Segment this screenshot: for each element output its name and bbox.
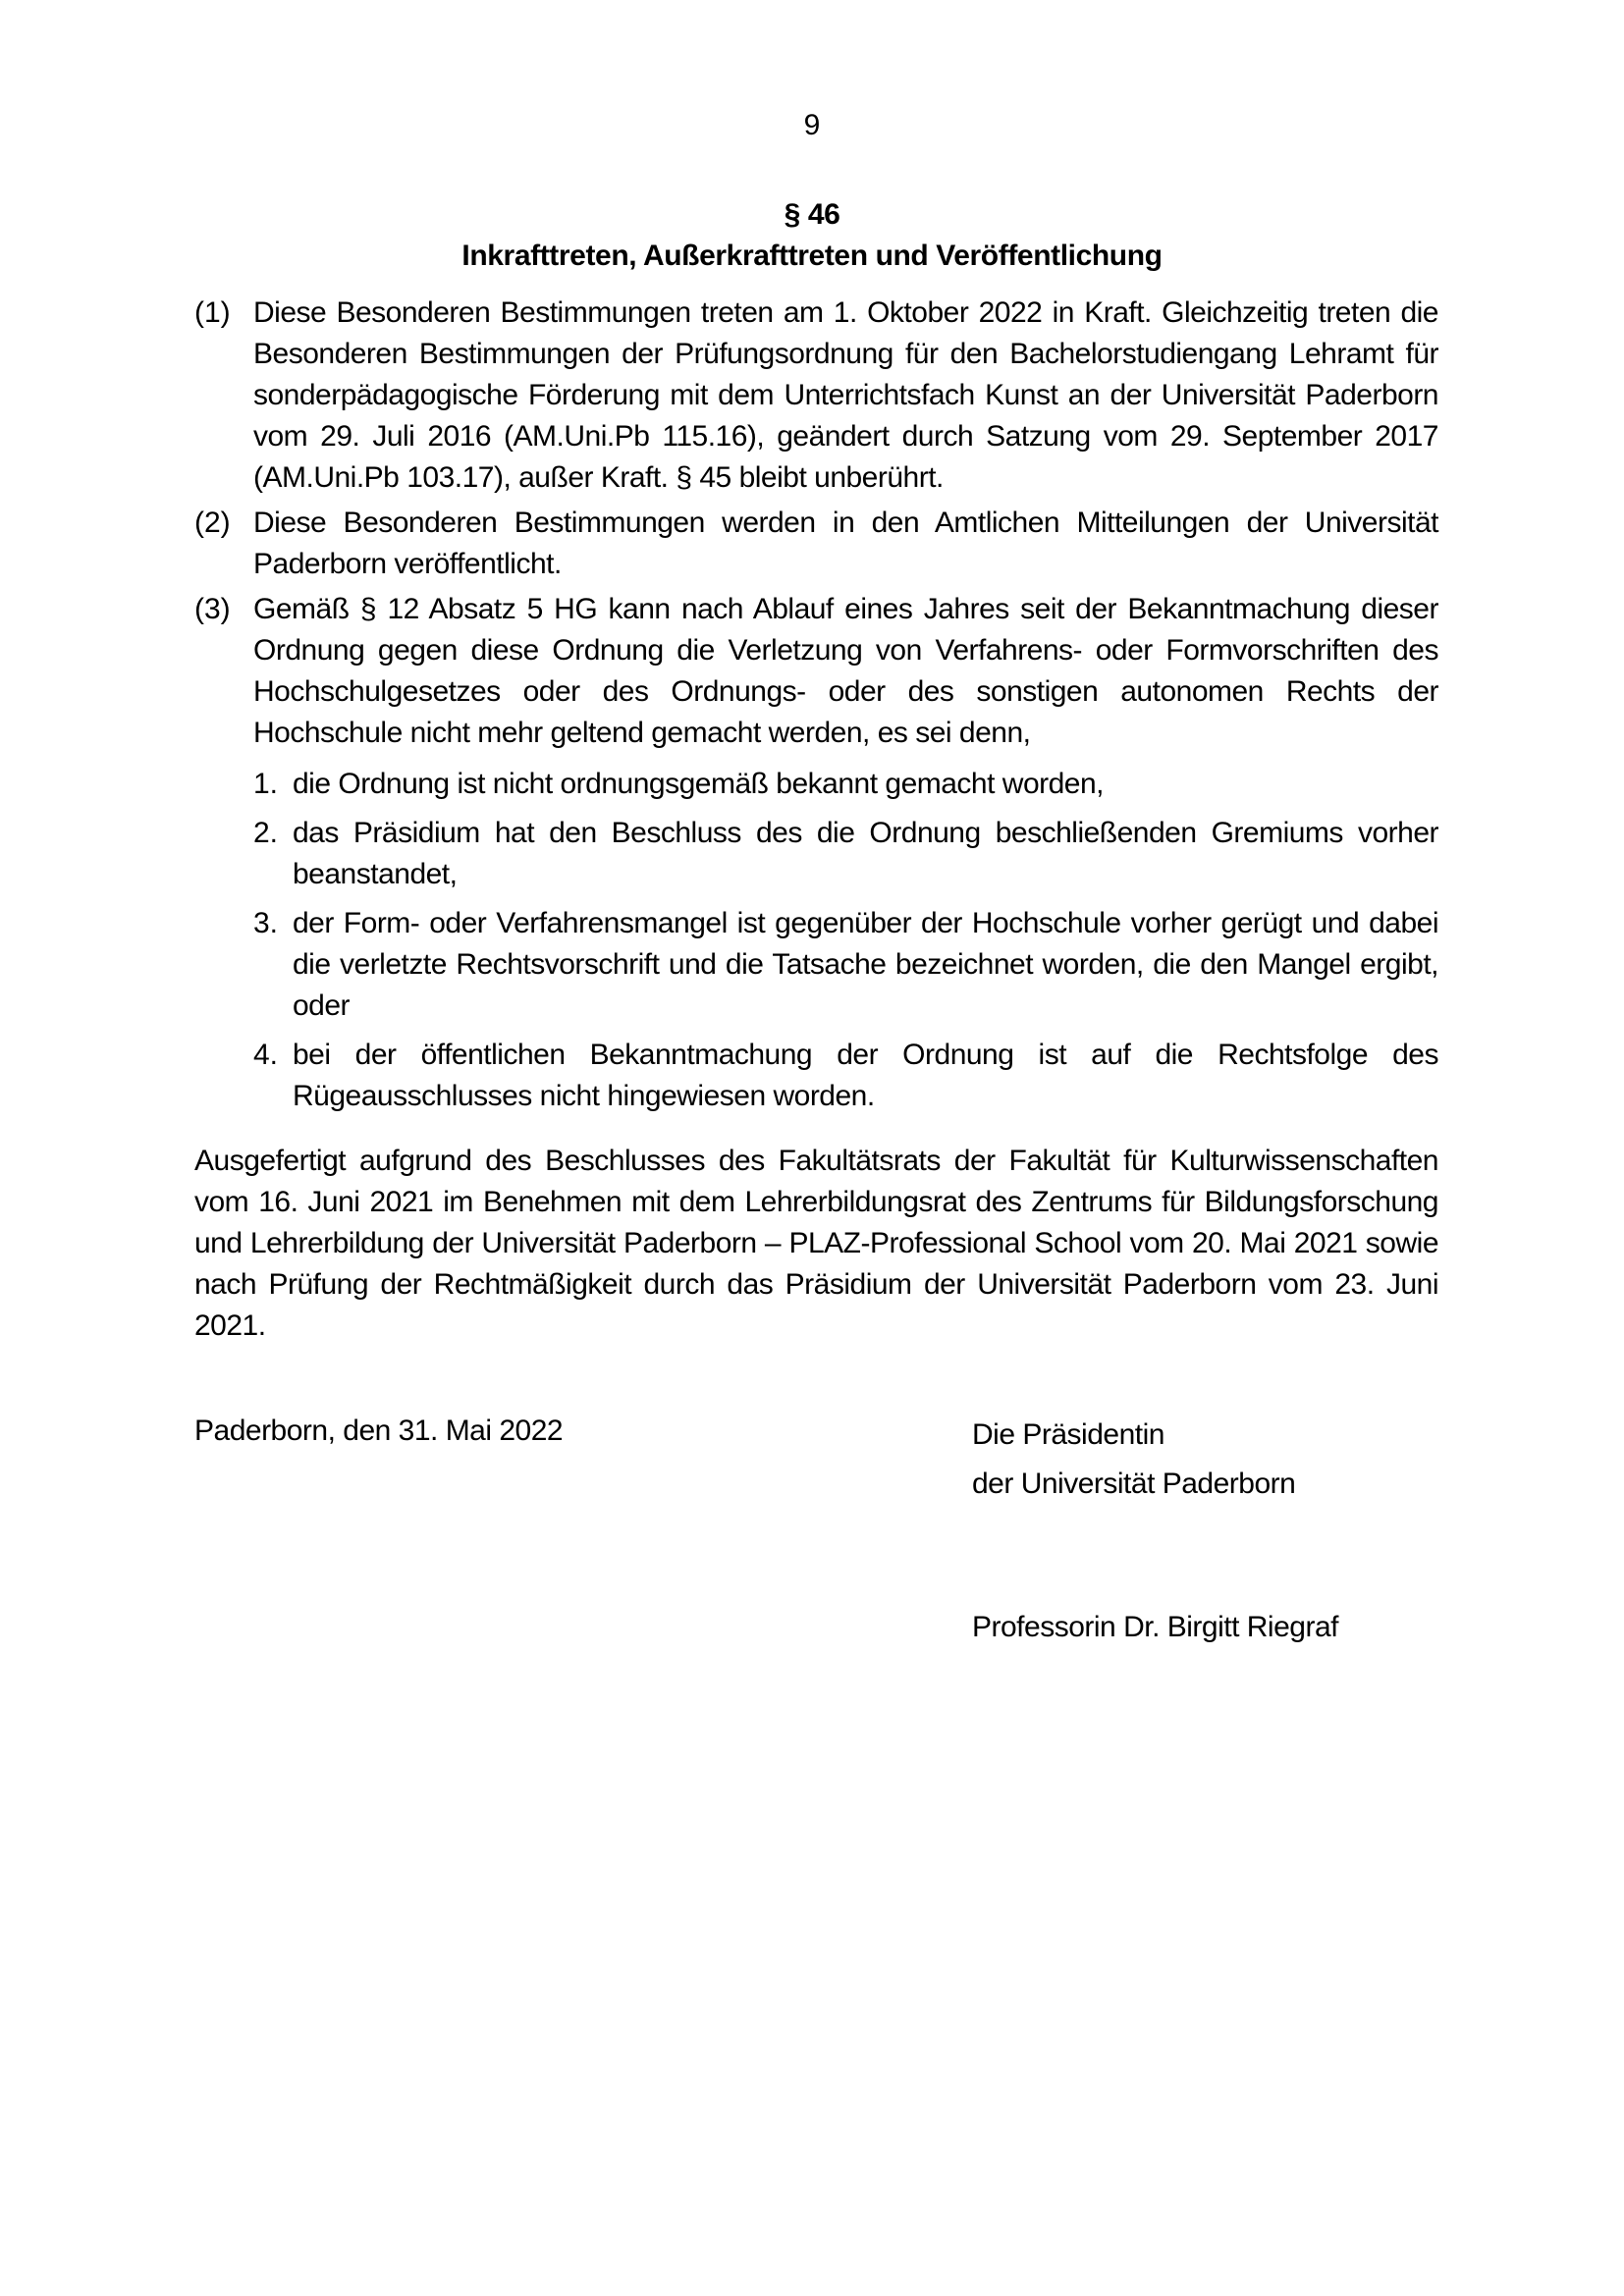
section-number: § 46	[784, 198, 840, 231]
list-item	[253, 903, 1438, 1027]
list-item-number: 2.	[253, 817, 279, 849]
list-item	[253, 764, 1438, 805]
paragraph-3-items	[194, 764, 1438, 1117]
paragraph-text: Diese Besonderen Bestimmungen werden in den Amtlichen Mitteilungen der Universität Paderborn veröffentlicht.	[253, 507, 1438, 580]
list-item-number: 3.	[253, 907, 279, 939]
section-title: Inkrafttreten, Außerkrafttreten und Veröffentlichung	[461, 240, 1163, 272]
list-item-text: die Ordnung ist nicht ordnungsgemäß bekannt gemacht worden,	[293, 768, 1105, 800]
page-number: 9	[803, 109, 821, 141]
signer-role	[972, 1411, 1295, 1509]
paragraph-2	[194, 503, 1438, 585]
list-item-text: der Form- oder Verfahrensmangel ist gegenüber der Hochschule vorher gerügt und dabei die verletzte Rechtsvorschrift und die Tatsache bezeichnet worden, die den Mangel ergibt, oder	[293, 907, 1438, 1022]
place-date: Paderborn, den 31. Mai 2022	[194, 1415, 564, 1447]
list-item-number: 4.	[253, 1039, 279, 1071]
section-content	[194, 293, 1438, 1125]
section-heading	[0, 194, 1624, 277]
paragraph-number: (1)	[194, 296, 231, 329]
paragraph-3	[194, 589, 1438, 754]
list-item-text: das Präsidium hat den Beschluss des die Ordnung beschließenden Gremiums vorher beanstandet,	[293, 817, 1438, 890]
paragraph-number: (2)	[194, 507, 231, 539]
paragraph-number: (3)	[194, 593, 231, 625]
list-item	[253, 813, 1438, 895]
signer-role-line-2: der Universität Paderborn	[972, 1468, 1296, 1500]
list-item-number: 1.	[253, 768, 279, 800]
list-item	[253, 1035, 1438, 1117]
signer-name: Professorin Dr. Birgitt Riegraf	[972, 1611, 1338, 1643]
paragraph-text: Diese Besonderen Bestimmungen treten am 1. Oktober 2022 in Kraft. Gleichzeitig treten die Besonderen Bestimmungen der Prüfungsordnung für den Bachelorstudiengang Lehramt für sonderpädagogische Förderung mit dem Unterrichtsfach Kunst an der Universität Paderborn vom 29. Juli 2016 (AM.Uni.Pb 115.16), geändert durch Satzung vom 29. September 2017 (AM.Uni.Pb 103.17), außer Kraft. § 45 bleibt unberührt.	[253, 296, 1438, 494]
closing-statement: Ausgefertigt aufgrund des Beschlusses des Fakultätsrats der Fakultät für Kulturwissenschaften vom 16. Juni 2021 im Benehmen mit dem Lehrerbildungsrat des Zentrums für Bildungsforschung und Lehrerbildung der Universität Paderborn – PLAZ-Professional School vom 20. Mai 2021 sowie nach Prüfung der Rechtmäßigkeit durch das Präsidium der Universität Paderborn vom 23. Juni 2021.	[194, 1145, 1438, 1342]
paragraph-1	[194, 293, 1438, 499]
signer-role-line-1: Die Präsidentin	[972, 1418, 1164, 1451]
list-item-text: bei der öffentlichen Bekanntmachung der Ordnung ist auf die Rechtsfolge des Rügeausschlusses nicht hingewiesen worden.	[293, 1039, 1438, 1112]
paragraph-text: Gemäß § 12 Absatz 5 HG kann nach Ablauf eines Jahres seit der Bekanntmachung dieser Ordnung gegen diese Ordnung die Verletzung von Verfahrens- oder Formvorschriften des Hochschulgesetzes oder des Ordnungs- oder des sonstigen autonomen Rechts der Hochschule nicht mehr geltend gemacht werden, es sei denn,	[253, 593, 1438, 749]
